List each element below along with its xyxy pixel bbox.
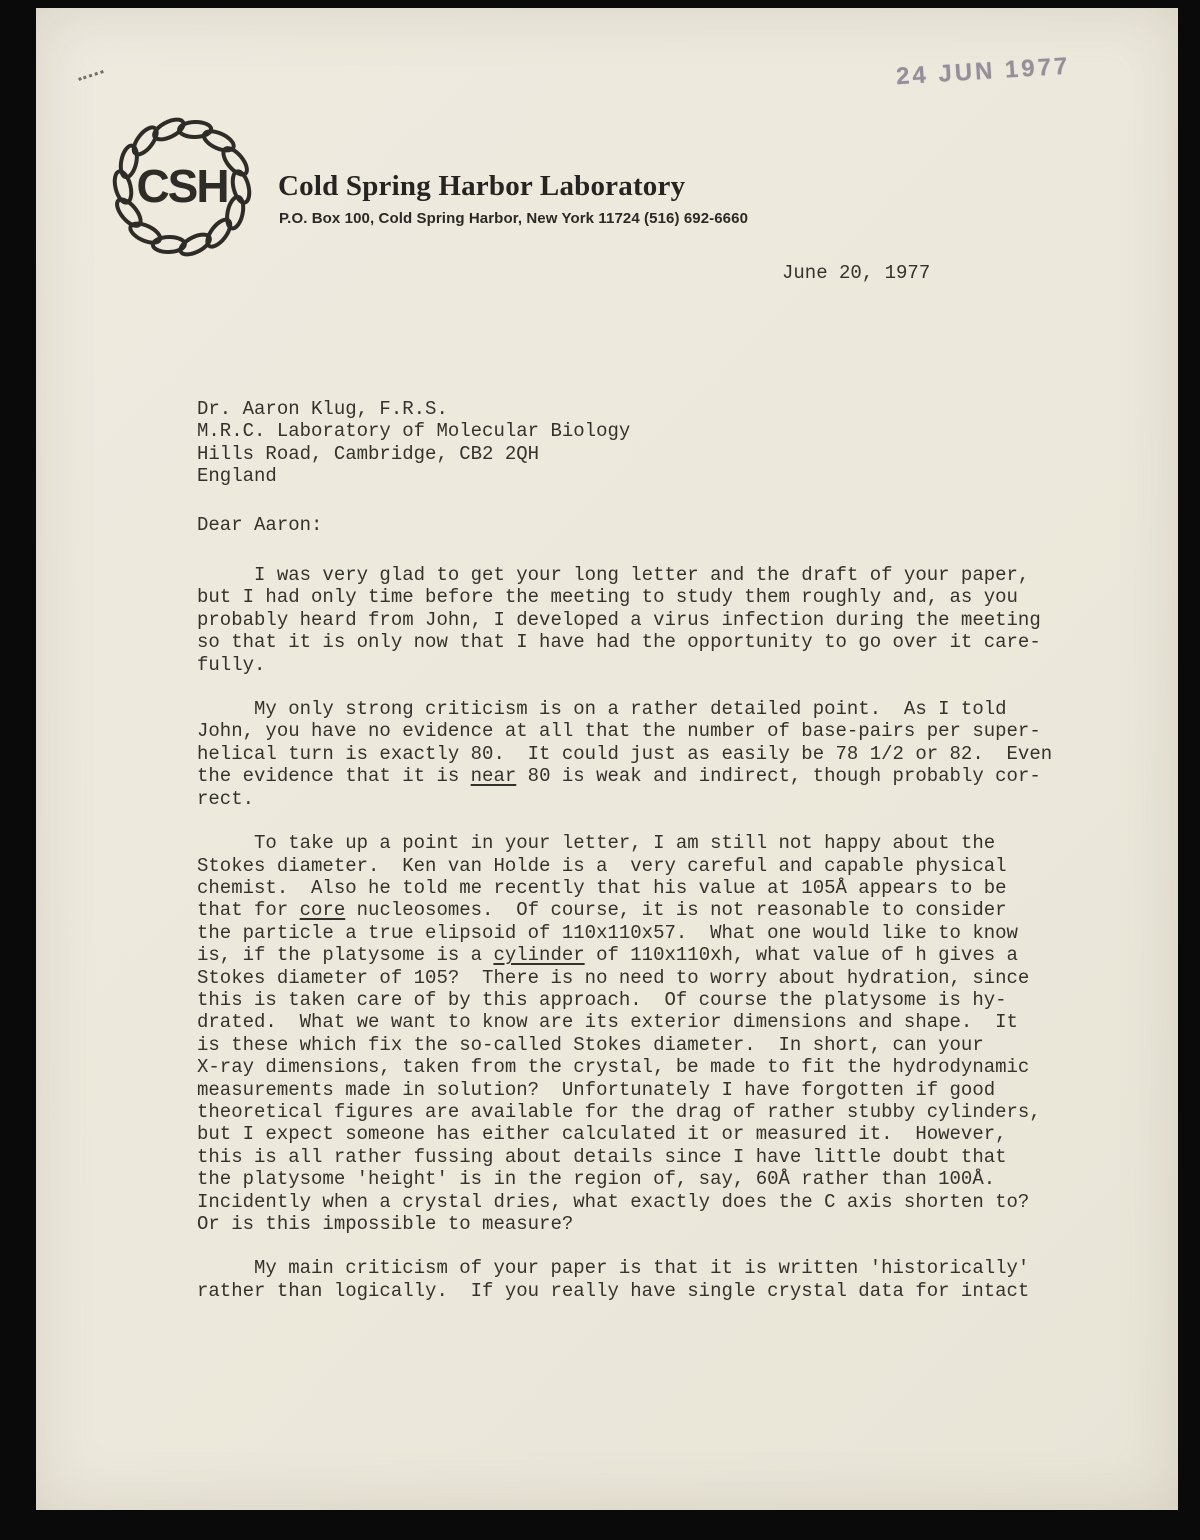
letter-line [197, 586, 1117, 608]
text-segment: nucleosomes. Of course, it is not reasonable to consider [345, 899, 1007, 922]
text-segment: rect. [197, 787, 255, 810]
text-segment: rather than logically. If you really have single crystal data for intact [197, 1279, 1030, 1302]
letter-line [197, 1191, 1117, 1213]
csh-logo-text: CSH [136, 160, 228, 212]
letter-line [197, 765, 1117, 787]
letter-line [197, 1034, 1117, 1056]
csh-logo [108, 113, 256, 261]
letter-line [197, 944, 1117, 966]
letter-paragraphs [197, 564, 1117, 1302]
text-segment: probably heard from John, I developed a virus infection during the meeting [197, 608, 1041, 631]
letter-line [197, 698, 1117, 720]
text-segment: My main criticism of your paper is that it is written 'historically' [197, 1257, 1030, 1280]
text-segment: Or is this impossible to measure? [197, 1213, 574, 1235]
text-segment: the evidence that it is [197, 765, 471, 788]
text-segment: is, if the platysome is a [197, 944, 494, 967]
text-segment: fully. [197, 653, 266, 676]
underlined-word: core [299, 899, 346, 922]
letter-line [197, 654, 1117, 676]
underlined-word: cylinder [493, 944, 585, 967]
letter-line [197, 922, 1117, 944]
letter-line [197, 1146, 1117, 1168]
letter-line [197, 1056, 1117, 1078]
received-date-stamp: 24 JUN 1977 [894, 52, 1071, 91]
recipient-line: M.R.C. Laboratory of Molecular Biology [197, 420, 631, 443]
paragraph [197, 698, 1117, 810]
text-segment: X-ray dimensions, taken from the crystal, be made to fit the hydrodynamic [197, 1056, 1030, 1079]
letter-line [197, 743, 1117, 765]
org-name: Cold Spring Harbor Laboratory [278, 170, 686, 202]
text-segment: chemist. Also he told me recently that his value at 105Å appears to be [197, 876, 1007, 899]
paragraph [197, 1257, 1117, 1302]
paragraph [197, 564, 1117, 676]
text-segment: Stokes diameter of 105? There is no need to worry about hydration, since [197, 966, 1030, 989]
text-segment: this is all rather fussing about details since I have little doubt that [197, 1145, 1007, 1168]
letter-line [197, 609, 1117, 631]
letter-line [197, 1079, 1117, 1101]
text-segment: measurements made in solution? Unfortunately I have forgotten if good [197, 1078, 996, 1101]
letter-line [197, 989, 1117, 1011]
text-segment: Stokes diameter. Ken van Holde is a very careful and capable physical [197, 854, 1007, 877]
letter-line [197, 899, 1117, 921]
letter-line [197, 720, 1117, 742]
letter-line [197, 1011, 1117, 1033]
text-segment: of 110x110xh, what value of h gives a [584, 944, 1018, 967]
text-segment: the particle a true elipsoid of 110x110x57. What one would like to know [197, 921, 1018, 944]
text-segment: theoretical figures are available for the drag of rather stubby cylinders, [197, 1100, 1041, 1123]
paper-scuff-mark [78, 70, 104, 81]
letter-date: June 20, 1977 [782, 262, 931, 284]
text-segment: so that it is only now that I have had the opportunity to go over it care- [197, 631, 1041, 654]
text-segment: that for [197, 899, 300, 922]
text-segment: My only strong criticism is on a rather detailed point. As I told [197, 698, 1007, 721]
letter-line [197, 1257, 1117, 1279]
text-segment: is these which fix the so-called Stokes diameter. In short, can your [197, 1033, 984, 1056]
org-address: P.O. Box 100, Cold Spring Harbor, New York 11724 (516) 692-6660 [279, 210, 749, 227]
letter-line [197, 788, 1117, 810]
text-segment: drated. What we want to know are its exterior dimensions and shape. It [197, 1011, 1018, 1034]
text-segment: I was very glad to get your long letter and the draft of your paper, [197, 564, 1030, 587]
recipient-line: Dr. Aaron Klug, F.R.S. [197, 398, 448, 420]
text-segment: John, you have no evidence at all that the number of base-pairs per super- [197, 720, 1041, 743]
letter-body [197, 398, 1117, 1324]
letter-line [197, 631, 1117, 653]
text-segment: 80 is weak and indirect, though probably cor- [516, 765, 1041, 788]
recipient-line: Hills Road, Cambridge, CB2 2QH [197, 442, 540, 465]
recipient-line: England [197, 465, 277, 488]
text-segment: To take up a point in your letter, I am still not happy about the [197, 832, 996, 855]
underlined-word: near [470, 765, 517, 788]
text-segment: the platysome 'height' is in the region of, say, 60Å rather than 100Å. [197, 1168, 996, 1191]
letter-line [197, 1123, 1117, 1145]
letter-line [197, 1168, 1117, 1190]
letter-line [197, 832, 1117, 854]
letter-line [197, 855, 1117, 877]
paragraph [197, 832, 1117, 1235]
salutation: Dear Aaron: [197, 513, 323, 536]
letter-line [197, 1101, 1117, 1123]
text-segment: Incidently when a crystal dries, what exactly does the C axis shorten to? [197, 1190, 1030, 1213]
recipient-address [197, 398, 1117, 488]
letter-line [197, 1213, 1117, 1235]
letter-page [36, 8, 1178, 1510]
letter-line [197, 564, 1117, 586]
text-segment: but I expect someone has either calculated it or measured it. However, [197, 1123, 1007, 1146]
text-segment: this is taken care of by this approach. Of course the platysome is hy- [197, 988, 1007, 1011]
text-segment: but I had only time before the meeting to study them roughly and, as you [197, 586, 1018, 609]
letter-line [197, 1280, 1117, 1302]
text-segment: helical turn is exactly 80. It could just as easily be 78 1/2 or 82. Even [197, 742, 1053, 765]
letter-line [197, 967, 1117, 989]
letter-line [197, 877, 1117, 899]
